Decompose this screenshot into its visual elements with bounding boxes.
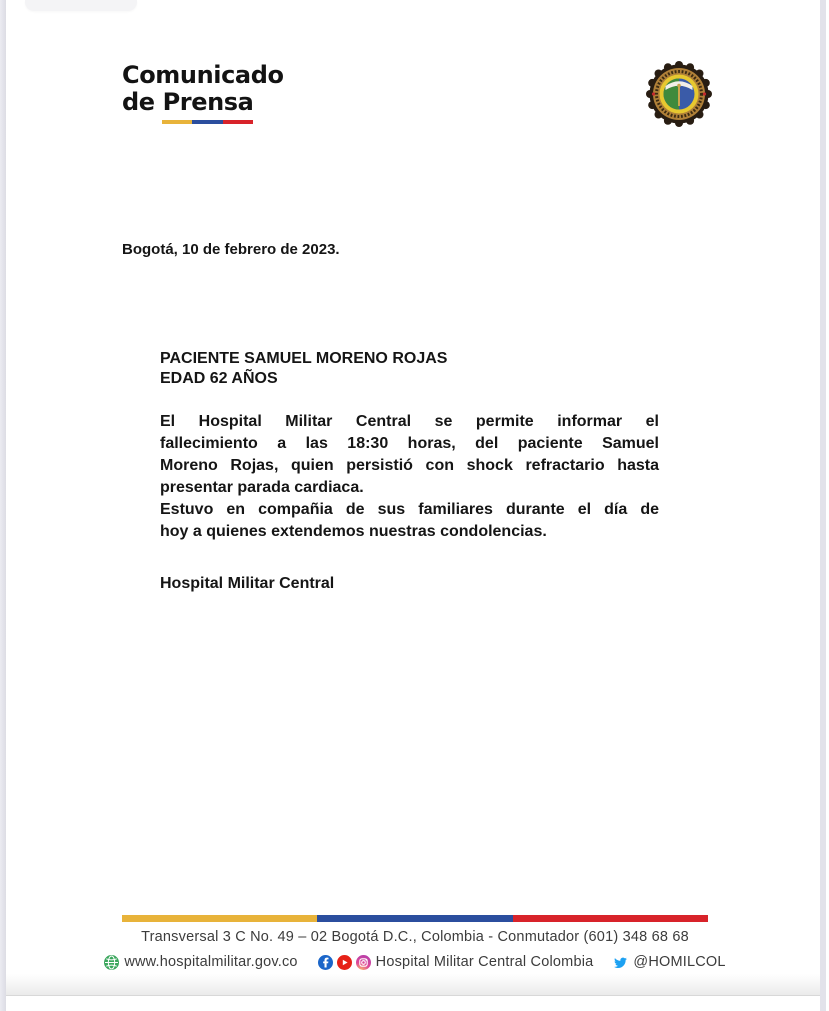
paragraph-line: El Hospital Militar Central se permite informar el — [160, 413, 659, 430]
flag-blue-segment — [192, 120, 222, 124]
paragraph-2 — [160, 499, 659, 543]
patient-name-line: PACIENTE SAMUEL MORENO ROJAS — [160, 350, 448, 367]
footer-flag-bar — [122, 915, 708, 922]
globe-icon — [104, 955, 119, 970]
paragraph-line: fallecimiento a las 18:30 horas, del paciente Samuel — [160, 435, 659, 452]
footer-social-row — [82, 954, 748, 970]
top-tab-remnant — [25, 0, 137, 11]
left-edge-strip — [0, 0, 6, 1011]
social-networks-group — [318, 954, 594, 970]
paragraph-line: Moreno Rojas, quien persistió con shock refractario hasta — [160, 457, 659, 474]
flag-red-segment — [223, 120, 253, 124]
patient-age-line: EDAD 62 AÑOS — [160, 370, 278, 387]
flag-yellow-segment — [162, 120, 192, 124]
title-line-2: de Prensa — [122, 88, 254, 116]
paragraph-line: hoy a quienes extendemos nuestras condolencias. — [160, 523, 547, 540]
date-line: Bogotá, 10 de febrero de 2023. — [122, 241, 340, 258]
right-edge-strip — [820, 0, 829, 1011]
title-line-1: Comunicado — [122, 61, 284, 89]
twitter-icon — [613, 955, 628, 970]
flag-yellow-segment — [122, 915, 317, 922]
website-text: www.hospitalmilitar.gov.co — [124, 954, 298, 970]
paragraph-1 — [160, 411, 659, 499]
document-title — [122, 62, 284, 116]
letter-body — [160, 349, 659, 593]
title-flag-underline — [162, 120, 253, 124]
facebook-icon — [318, 955, 333, 970]
paragraph-line: presentar parada cardiaca. — [160, 479, 364, 496]
website-group — [104, 954, 297, 970]
signature-line: Hospital Militar Central — [160, 575, 335, 592]
flag-blue-segment — [317, 915, 512, 922]
twitter-handle-text: @HOMILCOL — [633, 954, 726, 970]
page-bottom-shadow — [6, 974, 820, 996]
social-label-text: Hospital Militar Central Colombia — [375, 954, 594, 970]
instagram-icon — [356, 955, 371, 970]
hospital-seal-logo — [644, 57, 714, 137]
youtube-icon — [337, 955, 352, 970]
paragraph-line: Estuvo en compañia de sus familiares durante el día de — [160, 501, 659, 518]
footer-address: Transversal 3 C No. 49 – 02 Bogotá D.C., Colombia - Conmutador (601) 348 68 68 — [141, 929, 689, 945]
twitter-group — [613, 954, 725, 970]
flag-red-segment — [513, 915, 708, 922]
